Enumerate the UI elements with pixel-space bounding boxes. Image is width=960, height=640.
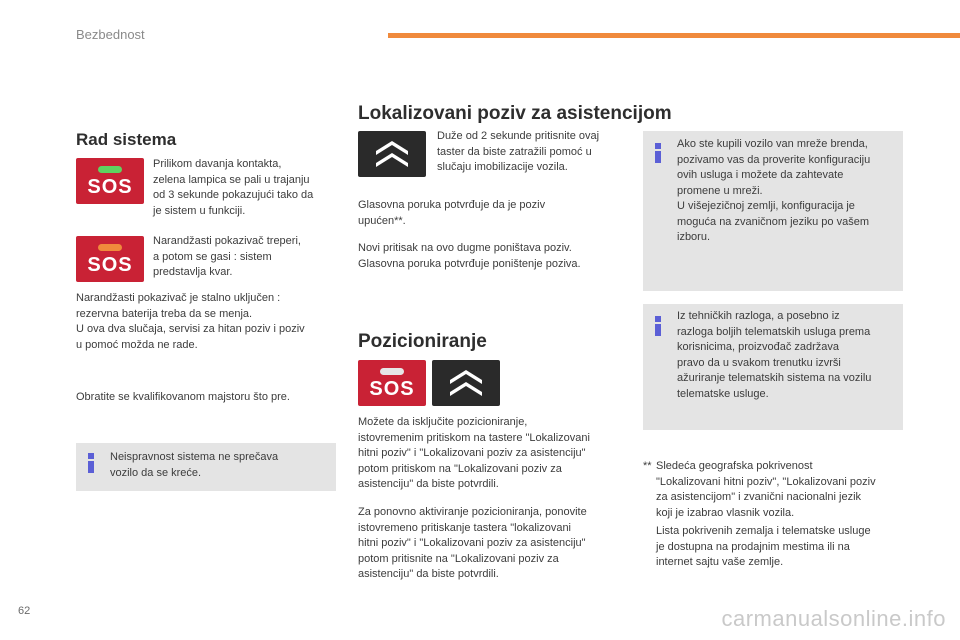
footnote-text-1: Sledeća geografska pokrivenost "Lokalizovani hitni poziv", "Lokalizovani poziv za asistencijom" i zvanični nacionalni jezik koji je izabrao vlasnik vozila. xyxy=(656,460,876,519)
info-icon xyxy=(654,316,662,336)
header-rule xyxy=(388,33,960,38)
assistance-button xyxy=(358,131,426,177)
info-box-technical xyxy=(643,304,903,430)
brand-chevron-icon xyxy=(372,137,412,171)
rad-text-2: Narandžasti pokazivač treperi, a potom se gasi : sistem predstavlja kvar. xyxy=(153,235,301,278)
green-lamp-icon xyxy=(98,166,122,173)
heading-rad-sistema: Rad sistema xyxy=(76,130,177,149)
sos-button-plain xyxy=(358,360,426,406)
lok-text-1: Duže od 2 sekunde pritisnite ovaj taster da biste zatražili pomoć u slučaju imobilizacije vozila. xyxy=(437,130,600,173)
poz-text-1: Možete da isključite pozicioniranje, istovremenim pritiskom na tastere "Lokalizovani hitni poziv" i "Lokalizovani poziv za asistenciju" potom pritiskom na "Lokalizovani poziv za asistenciju" da biste potvrdili. xyxy=(358,416,590,490)
sos-label: SOS xyxy=(87,253,133,276)
sos-button-orange xyxy=(76,236,144,282)
sos-label: SOS xyxy=(87,175,133,198)
info-text-technical: Iz tehničkih razloga, a posebno iz razloga boljih telematskih usluga prema korisnicima, proizvođač zadržava pravo da u svakom trenutku izvrši ažuriranje telematskih sistema na vozilu telematske usluge. xyxy=(677,310,872,400)
footnote-text-2: Lista pokrivenih zemalja i telematske usluge je dostupna na prodajnim mestima ili na internet sajtu vaše zemlje. xyxy=(656,525,871,568)
sos-button-green xyxy=(76,158,144,204)
sos-label: SOS xyxy=(369,377,415,400)
page-number: 62 xyxy=(18,605,31,617)
info-text-network: Ako ste kupili vozilo van mreže brenda, pozivamo vas da proverite konfiguraciju ovih usluga i možete da zahtevate promene u mreži. U višejezičnoj zemlji, konfiguracija je moguća na zvaničnom jeziku po vašem izboru. xyxy=(677,138,871,243)
lok-text-2: Glasovna poruka potvrđuje da je poziv upućen**. xyxy=(358,199,546,227)
info-box-network xyxy=(643,131,903,291)
watermark: carmanualsonline.info xyxy=(721,606,946,631)
poz-text-2: Za ponovno aktiviranje pozicioniranja, ponovite istovremeno pritiskanje tastera "lokalizovani hitni poziv" i "Lokalizovani poziv za asistenciju" potom pritisnite na "Lokalizovani poziv za asistenciju" da biste potvrdili. xyxy=(358,506,587,580)
lok-text-3: Novi pritisak na ovo dugme poništava poziv. Glasovna poruka potvrđuje poništenje poziva. xyxy=(358,242,581,270)
orange-lamp-icon xyxy=(98,244,122,251)
rad-text-1: Prilikom davanja kontakta, zelena lampica se pali u trajanju od 3 sekunde pokazujući tako da je sistem u funkciji. xyxy=(153,158,314,217)
rad-text-3: Narandžasti pokazivač je stalno uključen : rezervna baterija treba da se menja. U ova dva slučaja, servisi za hitan poziv i poziv u pomoć možda ne rade. xyxy=(76,292,305,351)
rad-text-4: Obratite se kvalifikovanom majstoru što pre. xyxy=(76,391,290,403)
assistance-button-2 xyxy=(432,360,500,406)
section-label: Bezbednost xyxy=(76,27,145,42)
info-text-rad: Neispravnost sistema ne sprečava vozilo da se kreće. xyxy=(110,451,279,479)
footnote-mark: ** xyxy=(643,460,652,472)
heading-lokalizovani: Lokalizovani poziv za asistencijom xyxy=(358,103,672,124)
heading-pozicioniranje: Pozicioniranje xyxy=(358,331,487,352)
info-box-rad xyxy=(76,443,336,491)
info-icon xyxy=(87,453,95,473)
brand-chevron-icon xyxy=(446,366,486,400)
info-icon xyxy=(654,143,662,163)
lamp-icon xyxy=(380,368,404,375)
